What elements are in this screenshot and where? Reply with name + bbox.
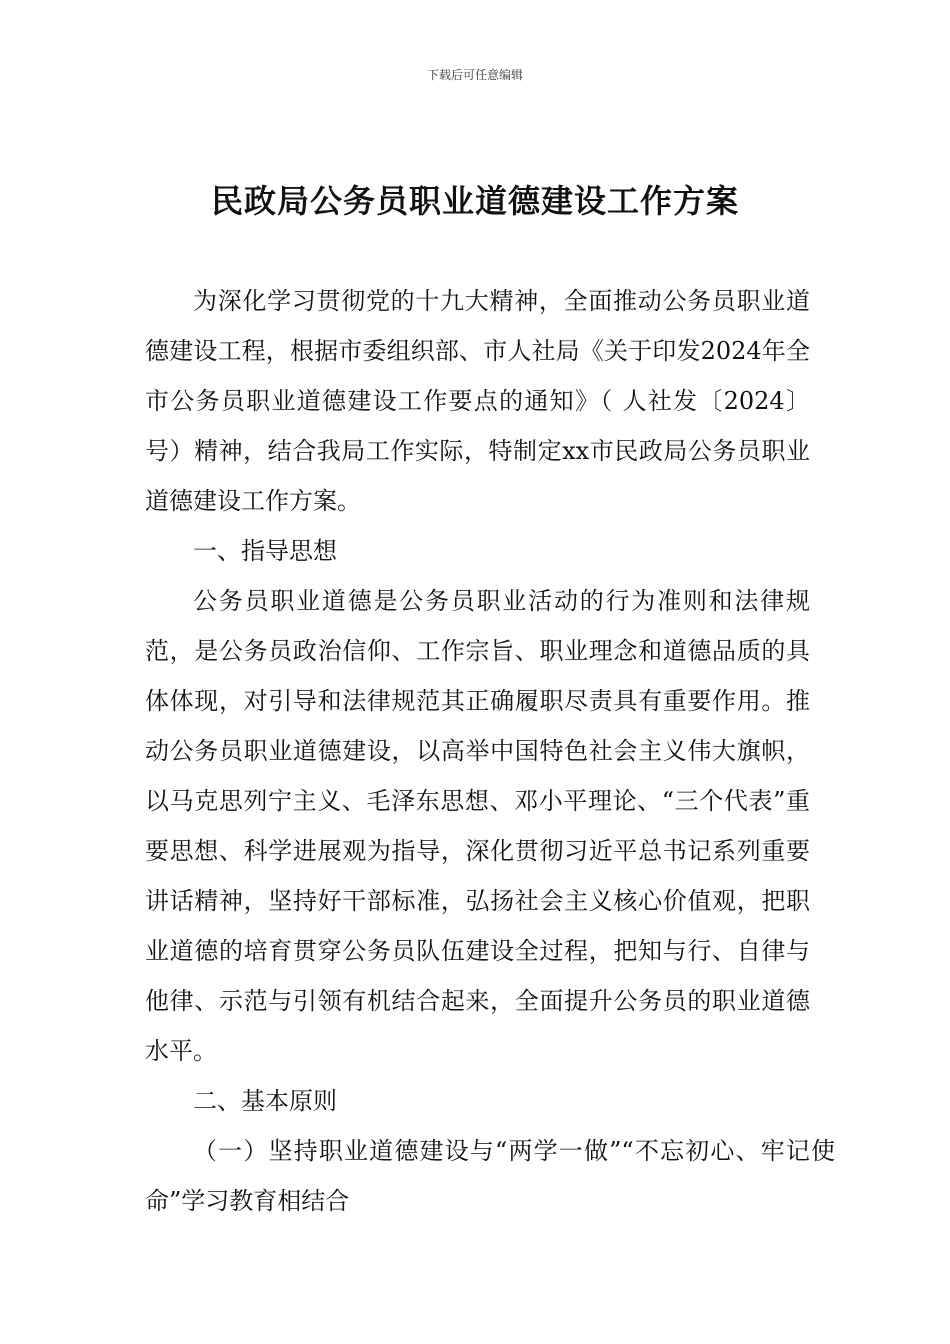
section-heading-basic-principles: 二、基本原则 [193, 1087, 337, 1115]
guiding-thought-paragraph: 公务员职业道德是公务员职业活动的行为准则和法律规范，是公务员政治信仰、工作宗旨、职业理念和道德品质的具体体现，对引导和法律规范其正确履职尽责具有重要作用。推动公务员职业道德建设，以高举中国特色社会主义伟大旗帜，以马克思列宁主义、毛泽东思想、邓小平理论、“三个代表”重要思想、科学进展观为指导，深化贯彻习近平总书记系列重要讲话精神，坚持好干部标准，弘扬社会主义核心价值观，把职业道德的培育贯穿公务员队伍建设全过程，把知与行、自律与他律、示范与引领有机结合起来，全面提升公务员的职业道德水平。 [145, 587, 810, 1065]
document-body [145, 276, 835, 1226]
document-title: 民政局公务员职业道德建设工作方案 [210, 182, 739, 220]
section-heading-guiding-thought: 一、指导思想 [193, 537, 337, 565]
page-header: 下载后可任意编辑 [426, 68, 523, 82]
principle-item-1: （一）坚持职业道德建设与“两学一做”“不忘初心、牢记使命”学习教育相结合 [145, 1137, 835, 1215]
intro-paragraph: 为深化学习贯彻党的十九大精神，全面推动公务员职业道德建设工程，根据市委组织部、市人社局《关于印发2024年全市公务员职业道德建设工作要点的通知》（ 人社发〔2024〕 号）精神，结合我局工作实际，特制定xx市民政局公务员职业道德建设工作方案。 [145, 287, 810, 515]
